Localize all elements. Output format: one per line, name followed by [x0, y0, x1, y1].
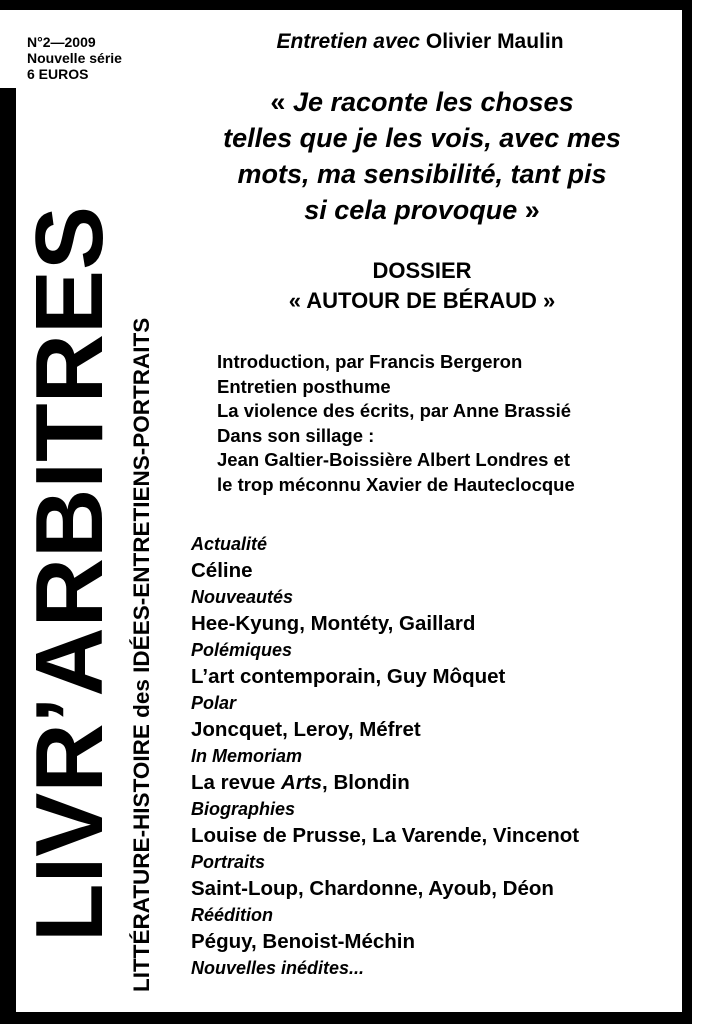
quote-close-mark: » [517, 195, 540, 225]
dossier-item: Introduction, par Francis Bergeron [217, 351, 523, 372]
interview-name: Olivier Maulin [425, 30, 564, 53]
quote-line: mots, ma sensibilité, tant pis [237, 159, 607, 189]
section-label-reedition: Réédition [191, 905, 274, 925]
frame-top-bar [20, 0, 692, 10]
quote-line: si cela provoque [304, 195, 518, 225]
section-label-nouveautes: Nouveautés [191, 587, 294, 607]
frame-left-bar [0, 88, 16, 1024]
section-body-memoriam [191, 768, 671, 797]
section-body-biographies: Louise de Prusse, La Varende, Vincenot [191, 824, 580, 847]
section-label-actualite: Actualité [191, 534, 268, 554]
section-body-actualite: Céline [191, 559, 253, 582]
dossier-heading [180, 256, 664, 316]
issue-number: N°2—2009 [27, 34, 96, 50]
section-label-memoriam: In Memoriam [191, 746, 303, 766]
quote-line: telles que je les vois, avec mes [223, 123, 621, 153]
section-body-polemiques: L’art contemporain, Guy Môquet [191, 665, 506, 688]
memoriam-review-title: Arts [281, 771, 323, 794]
quote-line: Je raconte les choses [292, 87, 574, 117]
quote-open-mark: « [270, 87, 293, 117]
memoriam-pre: La revue [191, 771, 282, 794]
memoriam-post: , Blondin [322, 771, 410, 794]
section-label-biographies: Biographies [191, 799, 296, 819]
dossier-list [217, 350, 667, 497]
section-label-nouvelles: Nouvelles inédites... [191, 958, 365, 978]
section-body-portraits: Saint-Loup, Chardonne, Ayoub, Déon [191, 877, 554, 900]
contents-sections [191, 532, 671, 980]
dossier-item: La violence des écrits, par Anne Brassié [217, 400, 572, 421]
section-body-nouveautes: Hee-Kyung, Montéty, Gaillard [191, 612, 476, 635]
dossier-item: Jean Galtier-Boissière Albert Londres et [217, 449, 570, 470]
masthead-subtitle: LITTÉRATURE-HISTOIRE des IDÉES-ENTRETIENS-PORTRAITS [129, 317, 154, 992]
dossier-item: le trop méconnu Xavier de Hauteclocque [217, 473, 575, 495]
dossier-label: DOSSIER [372, 258, 472, 283]
pull-quote [178, 84, 666, 228]
section-body-polar: Joncquet, Leroy, Méfret [191, 718, 421, 741]
interview-lead: Entretien avec [276, 30, 421, 53]
issue-series: Nouvelle série [27, 50, 122, 66]
dossier-item: Entretien posthume [217, 375, 391, 397]
frame-corner [0, 0, 20, 10]
dossier-title: « AUTOUR DE BÉRAUD » [288, 288, 556, 313]
masthead-title: LIVR’ARBITRES [16, 205, 123, 942]
frame-bottom-bar [0, 1012, 692, 1024]
section-body-reedition: Péguy, Benoist-Méchin [191, 930, 416, 953]
dossier-item: Dans son sillage : [217, 424, 375, 446]
issue-info [27, 34, 122, 82]
interview-heading [180, 30, 660, 54]
section-label-portraits: Portraits [191, 852, 266, 872]
section-label-polemiques: Polémiques [191, 640, 293, 660]
frame-right-bar [682, 0, 692, 1024]
issue-price: 6 EUROS [27, 66, 89, 82]
section-label-polar: Polar [191, 693, 237, 713]
